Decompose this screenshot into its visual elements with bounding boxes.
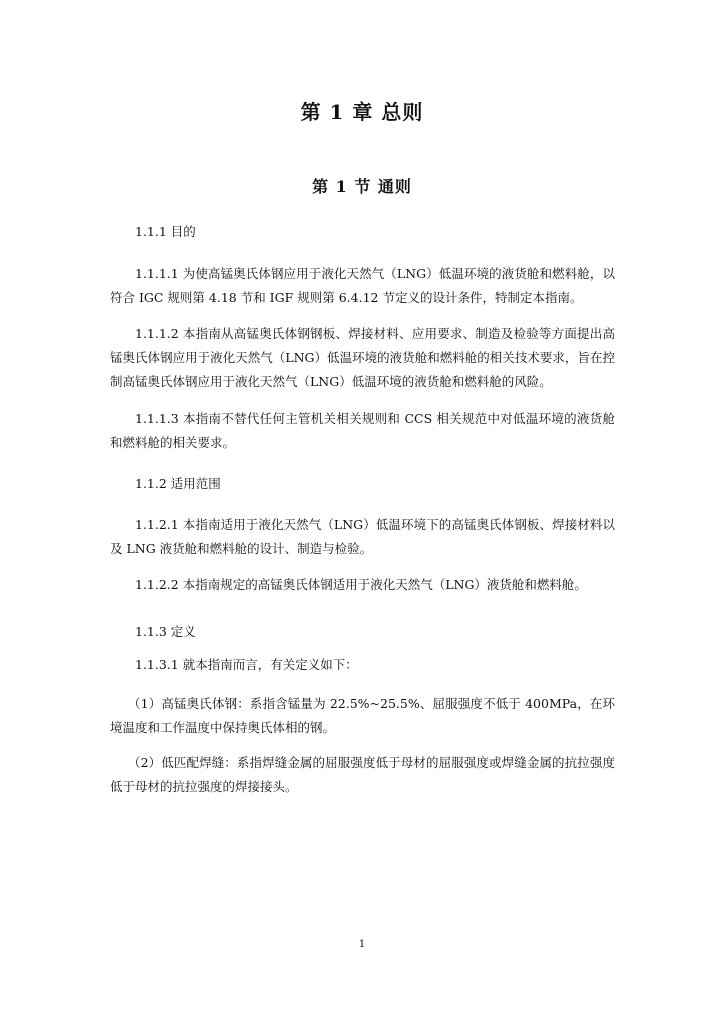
heading-1-1-3: 1.1.3 定义: [135, 624, 196, 639]
heading-1-1-2: 1.1.2 适用范围: [135, 476, 221, 491]
section-title: 第 1 节 通则: [312, 177, 412, 196]
page-number: 1: [358, 939, 366, 950]
definition-2: （2）低匹配焊缝：系指焊缝金属的屈服强度低于母材的屈服强度或焊缝金属的抗拉强度低于母材的抗拉强度的焊接接头。: [110, 755, 615, 794]
paragraph-1-1-1-2: 1.1.1.2 本指南从高锰奥氏体钢钢板、焊接材料、应用要求、制造及检验等方面提出高锰奥氏体钢应用于液化天然气（LNG）低温环境的液货舱和燃料舱的相关技术要求，旨在控制高锰奥氏体钢应用于液化天然气（LNG）低温环境的液货舱和燃料舱的风险。: [110, 326, 615, 389]
paragraph-1-1-2-1: 1.1.2.1 本指南适用于液化天然气（LNG）低温环境下的高锰奥氏体钢板、焊接材料以及 LNG 液货舱和燃料舱的设计、制造与检验。: [110, 517, 615, 556]
heading-1-1-1: 1.1.1 目的: [135, 224, 196, 239]
paragraph-1-1-2-2: 1.1.2.2 本指南规定的高锰奥氏体钢适用于液化天然气（LNG）液货舱和燃料舱。: [135, 577, 587, 592]
definition-1: （1）高锰奥氏体钢：系指含锰量为 22.5%~25.5%、屈服强度不低于 400MPa，在环境温度和工作温度中保持奥氏体相的钢。: [110, 696, 615, 735]
paragraph-1-1-3-1: 1.1.3.1 就本指南而言，有关定义如下：: [135, 657, 358, 672]
chapter-title: 第 1 章 总则: [300, 100, 424, 124]
paragraph-1-1-1-3: 1.1.1.3 本指南不替代任何主管机关相关规则和 CCS 相关规范中对低温环境的液货舱和燃料舱的相关要求。: [110, 411, 615, 450]
paragraph-1-1-1-1: 1.1.1.1 为使高锰奥氏体钢应用于液化天然气（LNG）低温环境的液货舱和燃料舱，以符合 IGC 规则第 4.18 节和 IGF 规则第 6.4.12 节定义的设计条件，特制定本指南。: [110, 266, 615, 305]
